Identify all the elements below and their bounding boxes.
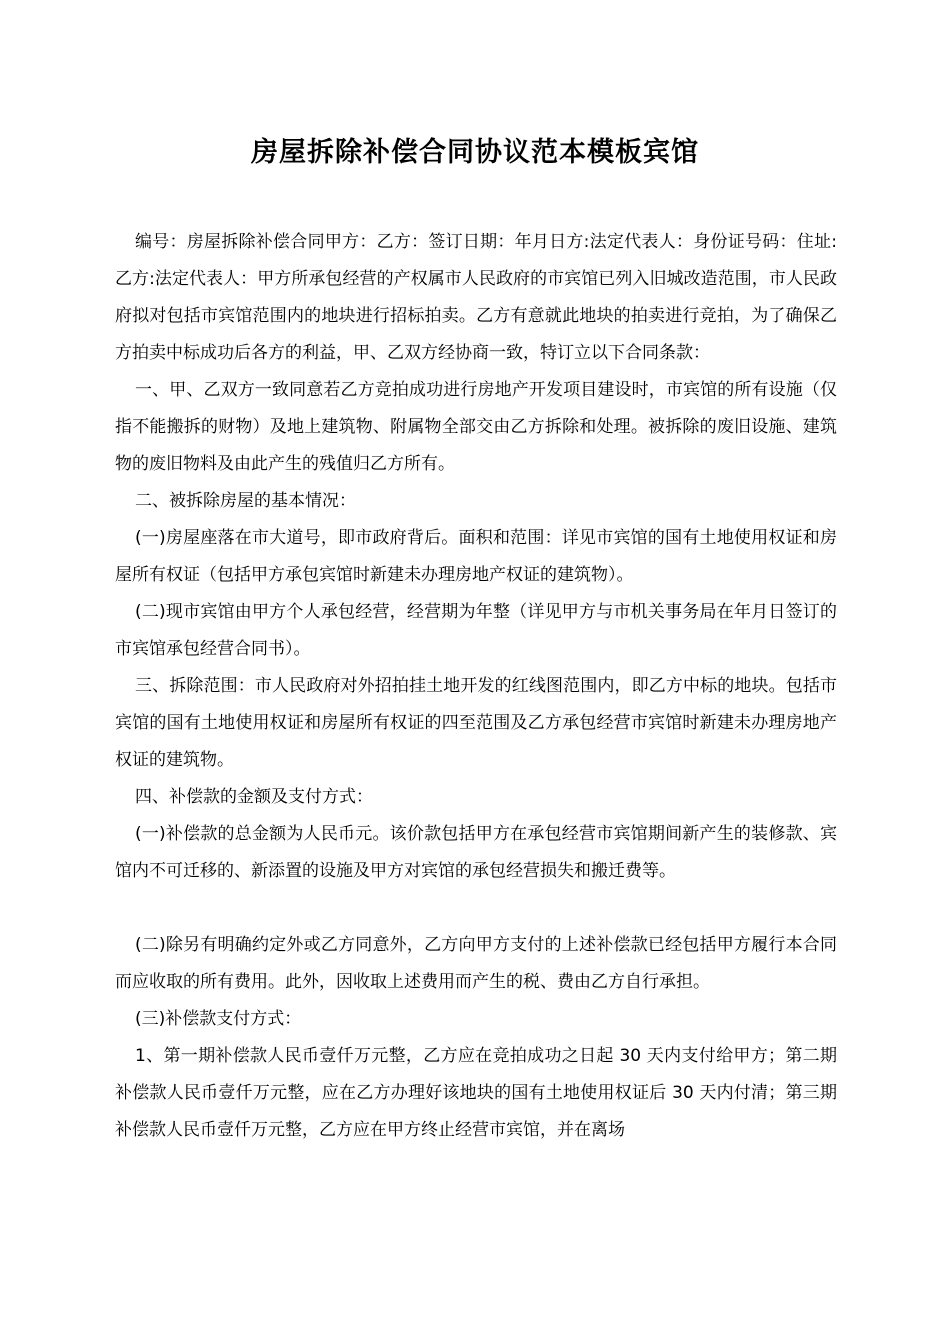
paragraph-clause-1: 一、甲、乙双方一致同意若乙方竞拍成功进行房地产开发项目建设时，市宾馆的所有设施（仅指不能搬拆的财物）及地上建筑物、附属物全部交由乙方拆除和处理。被拆除的废旧设施、建筑物的废旧物料及由此产生的残值归乙方所有。 xyxy=(115,380,837,474)
paragraph-clause-4-3-heading: (三)补偿款支付方式： xyxy=(135,1009,302,1029)
paragraph-clause-2-heading: 二、被拆除房屋的基本情况： xyxy=(135,491,356,511)
paragraph-clause-3: 三、拆除范围：市人民政府对外招拍挂土地开发的红线图范围内，即乙方中标的地块。包括市宾馆的国有土地使用权证和房屋所有权证的四至范围及乙方承包经营市宾馆时新建未办理房地产权证的建筑物。 xyxy=(115,676,837,770)
paragraph-clause-2-1: (一)房屋座落在市大道号，即市政府背后。面积和范围：详见市宾馆的国有土地使用权证和房屋所有权证（包括甲方承包宾馆时新建未办理房地产权证的建筑物）。 xyxy=(115,528,837,585)
paragraph-clause-4-heading: 四、补偿款的金额及支付方式： xyxy=(135,787,373,807)
paragraph-clause-4-2: (二)除另有明确约定外或乙方同意外，乙方向甲方支付的上述补偿款已经包括甲方履行本合同而应收取的所有费用。此外，因收取上述费用而产生的税、费由乙方自行承担。 xyxy=(115,935,837,992)
document-body xyxy=(115,224,837,1149)
paragraph-preamble: 编号：房屋拆除补偿合同甲方：乙方：签订日期：年月日方:法定代表人：身份证号码：住址:乙方:法定代表人：甲方所承包经营的产权属市人民政府的市宾馆已列入旧城改造范围，市人民政府拟对包括市宾馆范围内的地块进行招标拍卖。乙方有意就此地块的拍卖进行竞拍，为了确保乙方拍卖中标成功后各方的利益，甲、乙双方经协商一致，特订立以下合同条款： xyxy=(115,232,837,363)
paragraph-clause-2-2: (二)现市宾馆由甲方个人承包经营，经营期为年整（详见甲方与市机关事务局在年月日签订的市宾馆承包经营合同书）。 xyxy=(115,602,837,659)
paragraph-spacer xyxy=(115,890,837,927)
paragraph-clause-4-1: (一)补偿款的总金额为人民币元。该价款包括甲方在承包经营市宾馆期间新产生的装修款、宾馆内不可迁移的、新添置的设施及甲方对宾馆的承包经营损失和搬迁费等。 xyxy=(115,824,837,881)
document-title: 房屋拆除补偿合同协议范本模板宾馆 xyxy=(251,137,699,168)
paragraph-payment-schedule: 1、第一期补偿款人民币壹仟万元整，乙方应在竞拍成功之日起 30 天内支付给甲方；第二期补偿款人民币壹仟万元整，应在乙方办理好该地块的国有土地使用权证后 30 天内付清；第三期补偿款人民币壹仟万元整，乙方应在甲方终止经营市宾馆，并在离场 xyxy=(115,1046,837,1140)
